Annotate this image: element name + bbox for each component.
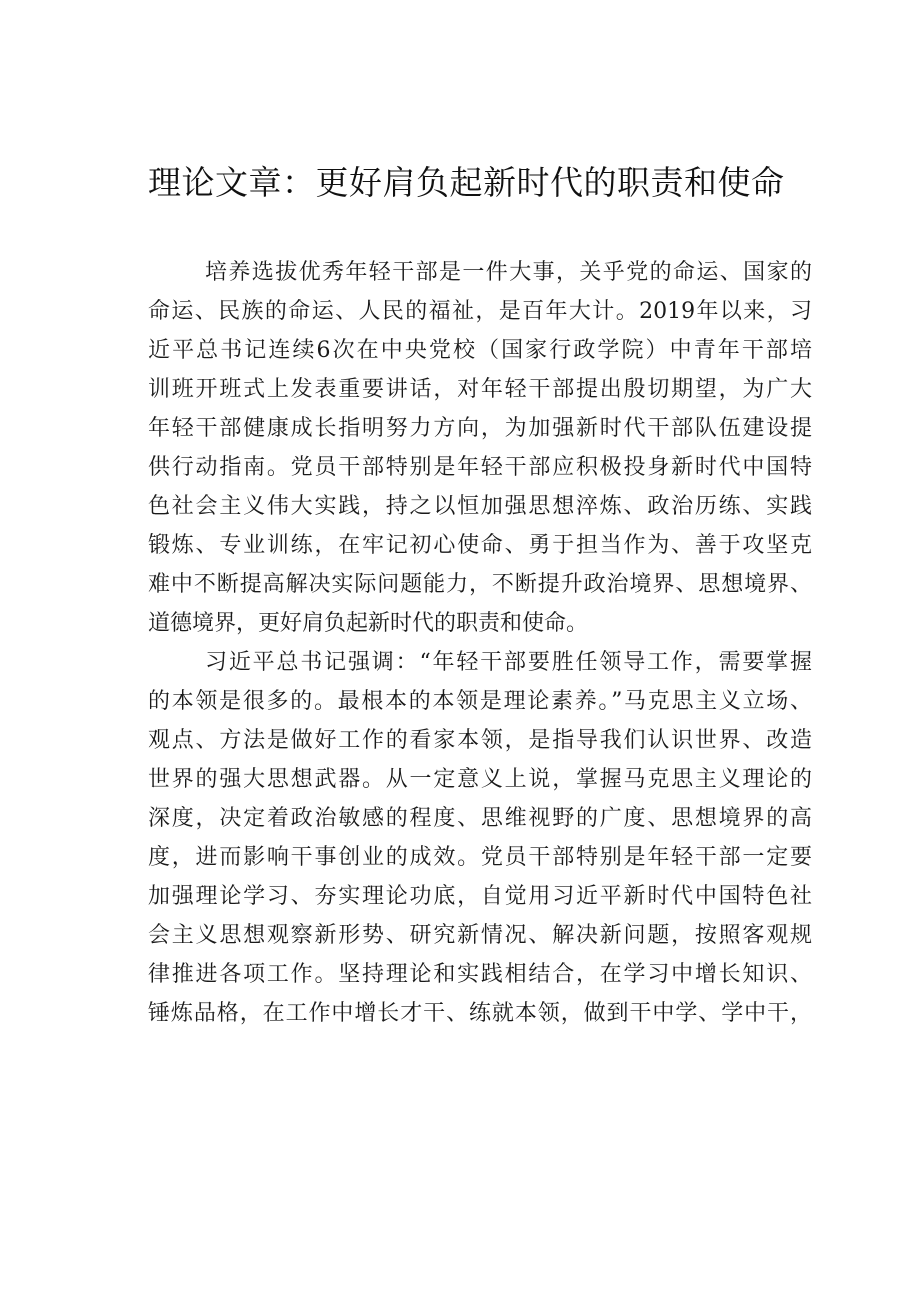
text-line: 年轻干部健康成长指明努力方向，为加强新时代干部队伍建设提 bbox=[148, 416, 812, 441]
text-line: 观点、方法是做好工作的看家本领，是指导我们认识世界、改造 bbox=[148, 728, 812, 753]
text-line: 加强理论学习、夯实理论功底，自觉用习近平新时代中国特色社 bbox=[148, 884, 812, 909]
text-line: 习近平总书记强调：“年轻干部要胜任领导工作，需要掌握 bbox=[205, 650, 812, 675]
text-line: 色社会主义伟大实践，持之以恒加强思想淬炼、政治历练、实践 bbox=[148, 494, 812, 519]
text-line: 锻炼、专业训练，在牢记初心使命、勇于担当作为、善于攻坚克 bbox=[148, 533, 812, 558]
paragraph-1 bbox=[148, 253, 812, 643]
text-line: 供行动指南。党员干部特别是年轻干部应积极投身新时代中国特 bbox=[148, 455, 812, 480]
text-line: 培养选拔优秀年轻干部是一件大事，关乎党的命运、国家的 bbox=[205, 260, 812, 285]
document-body bbox=[148, 253, 812, 1033]
paragraph-2 bbox=[148, 643, 812, 1033]
text-line: 的本领是很多的。最根本的本领是理论素养。”马克思主义立场、 bbox=[148, 689, 812, 714]
text-line: 命运、民族的命运、人民的福祉，是百年大计。2019年以来，习 bbox=[148, 299, 812, 324]
text-line: 世界的强大思想武器。从一定意义上说，掌握马克思主义理论的 bbox=[148, 767, 812, 792]
text-line: 度，进而影响干事创业的成效。党员干部特别是年轻干部一定要 bbox=[148, 845, 812, 870]
text-line: 近平总书记连续6次在中央党校（国家行政学院）中青年干部培 bbox=[148, 338, 812, 363]
text-line: 深度，决定着政治敏感的程度、思维视野的广度、思想境界的高 bbox=[148, 806, 812, 831]
text-line: 锤炼品格，在工作中增长才干、练就本领，做到干中学、学中干， bbox=[148, 1001, 812, 1026]
text-line: 训班开班式上发表重要讲话，对年轻干部提出殷切期望，为广大 bbox=[148, 377, 812, 402]
text-line: 难中不断提高解决实际问题能力，不断提升政治境界、思想境界、 bbox=[148, 572, 812, 597]
text-line: 律推进各项工作。坚持理论和实践相结合，在学习中增长知识、 bbox=[148, 962, 812, 987]
text-line: 会主义思想观察新形势、研究新情况、解决新问题，按照客观规 bbox=[148, 923, 812, 948]
document-title: 理论文章：更好肩负起新时代的职责和使命 bbox=[148, 163, 785, 202]
text-line: 道德境界，更好肩负起新时代的职责和使命。 bbox=[148, 611, 589, 636]
